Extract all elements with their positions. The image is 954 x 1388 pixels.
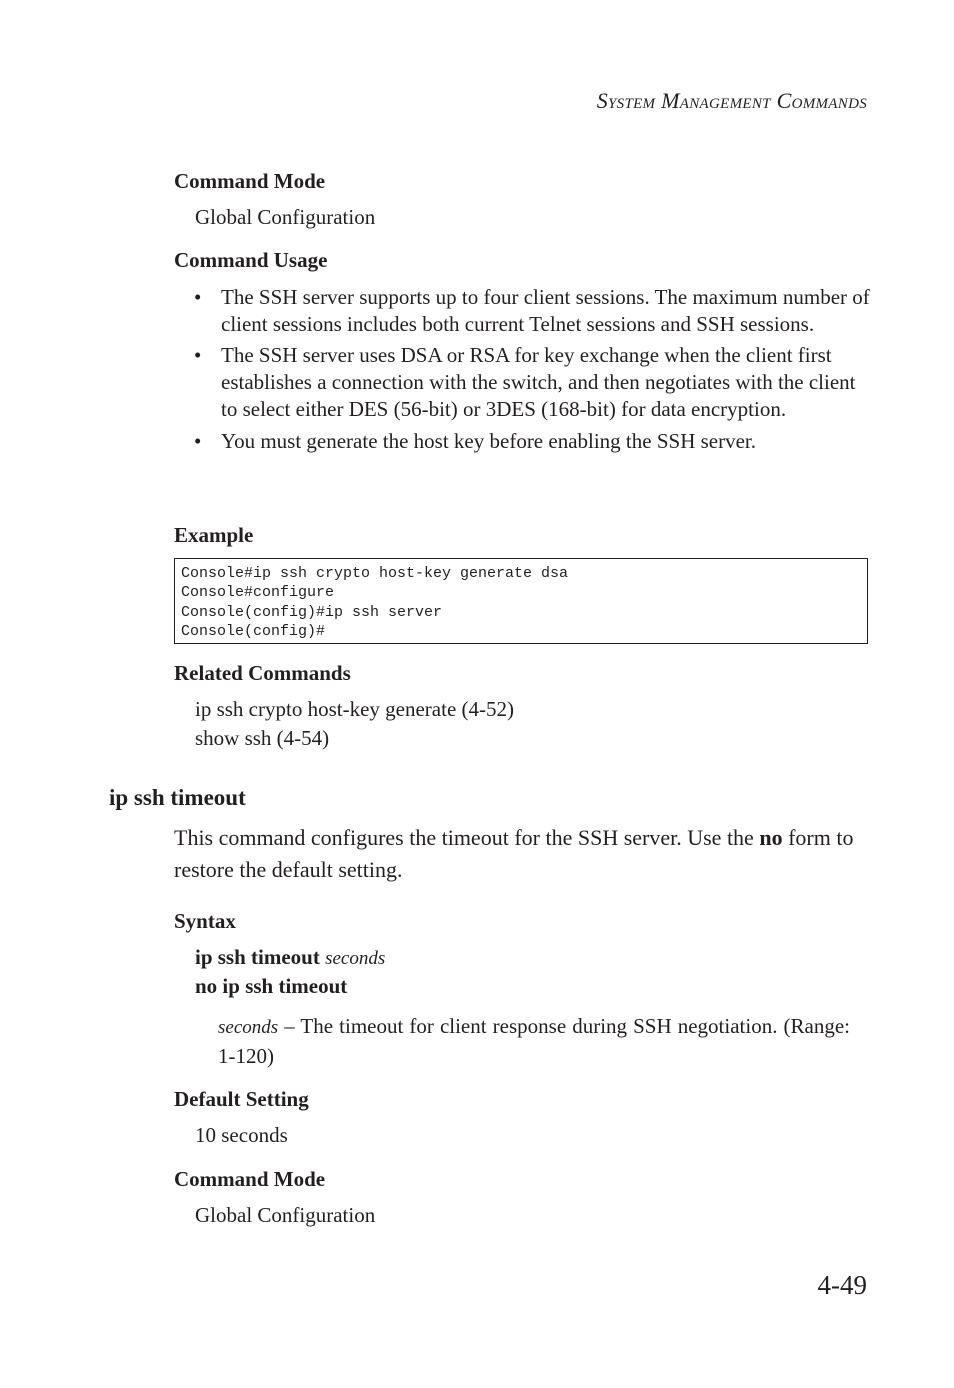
code-line: Console#ip ssh crypto host-key generate dsa: [181, 565, 569, 582]
usage-text: The SSH server supports up to four client sessions. The maximum number of client sessions includes both current Telnet sessions and SSH sessions.: [221, 285, 870, 336]
command-usage-heading: Command Usage: [174, 248, 328, 272]
code-line: Console#configure: [181, 584, 335, 602]
command-mode-heading: Command Mode: [174, 169, 326, 193]
code-line: Console(config)#ip ssh server: [181, 603, 443, 621]
example-heading: Example: [174, 523, 254, 547]
list-item: [194, 428, 874, 455]
syntax-command: no ip ssh timeout: [195, 974, 348, 998]
command-usage-list: [194, 284, 874, 459]
description-keyword: no: [759, 825, 783, 850]
list-item: [194, 284, 874, 337]
list-item: [194, 342, 874, 422]
code-line: Console(config)#: [181, 622, 326, 640]
usage-text: The SSH server uses DSA or RSA for key exchange when the client first establishes a connection with the switch, and then negotiates with the client to select either DES (56-bit) or 3DES (168-bit) for data encryption.: [221, 343, 856, 421]
default-setting-heading: Default Setting: [174, 1087, 309, 1111]
syntax-command: ip ssh timeout: [195, 945, 320, 969]
parameter-name: seconds: [218, 1017, 279, 1038]
bullet-icon: •: [194, 428, 202, 453]
section-description: [174, 822, 874, 886]
command-mode-value: Global Configuration: [195, 1203, 376, 1227]
related-command-item: ip ssh crypto host-key generate (4-52): [195, 697, 514, 721]
bullet-icon: •: [194, 343, 202, 368]
syntax-parameter: seconds: [325, 948, 386, 969]
related-command-item: show ssh (4-54): [195, 726, 330, 750]
related-commands-heading: Related Commands: [174, 661, 351, 685]
command-mode-heading: Command Mode: [174, 1167, 326, 1191]
syntax-heading: Syntax: [174, 909, 236, 933]
syntax-line: [195, 974, 347, 999]
page-number: 4-49: [817, 1270, 867, 1300]
usage-text: You must generate the host key before enabling the SSH server.: [221, 428, 757, 453]
description-text: form to restore the default setting.: [174, 825, 854, 882]
section-title: ip ssh timeout: [109, 785, 246, 810]
code-example: [174, 558, 868, 644]
parameter-text: – The timeout for client response during SSH negotiation. (Range: 1-120): [218, 1014, 850, 1068]
syntax-line: [195, 945, 385, 970]
running-header: System Management Commands: [596, 88, 867, 113]
default-setting-value: 10 seconds: [195, 1123, 288, 1147]
description-text: This command configures the timeout for the SSH server. Use the: [174, 825, 754, 850]
command-mode-value: Global Configuration: [195, 205, 376, 229]
bullet-icon: •: [194, 285, 202, 309]
parameter-description: [218, 1012, 850, 1071]
